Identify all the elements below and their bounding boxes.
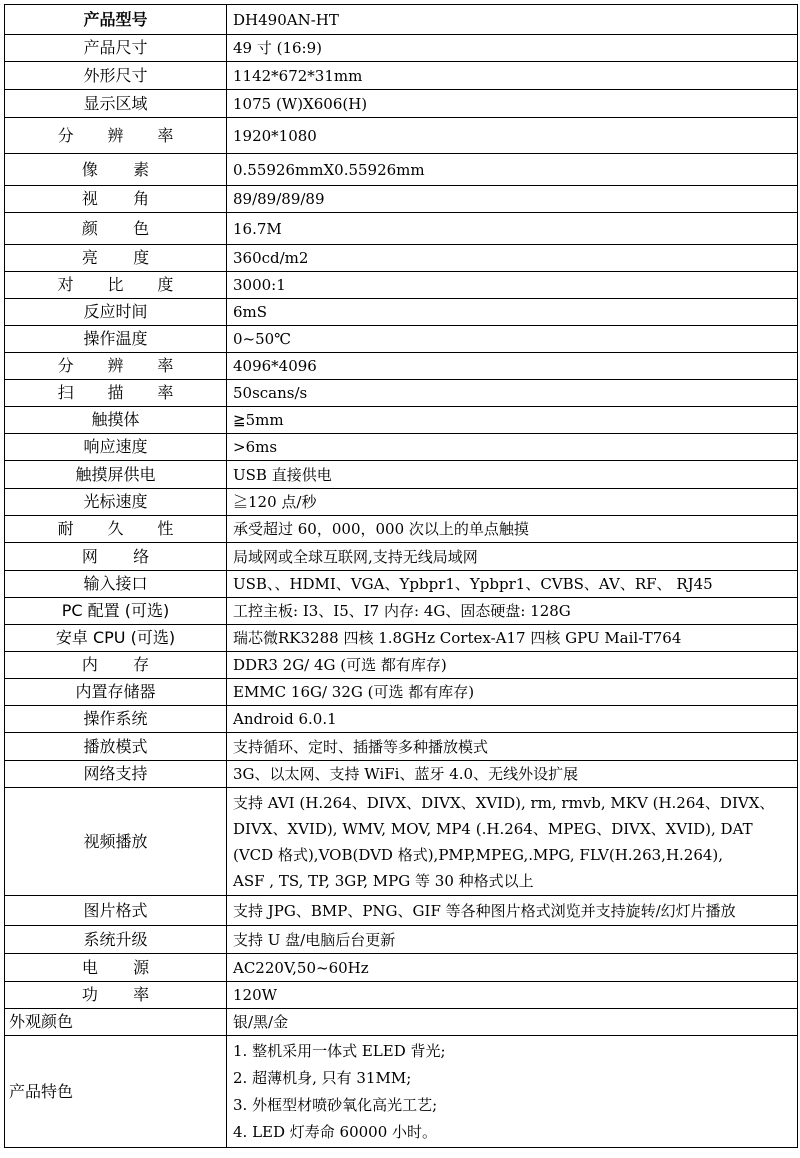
spec-value: 1920*1080 [227,118,798,154]
spec-value: ≧120 点/秒 [227,489,798,516]
spec-value: 瑞芯微RK3288 四核 1.8GHz Cortex-A17 四核 GPU Mail-T764 [227,625,798,652]
spec-row [5,5,798,35]
spec-row [5,543,798,571]
spec-label: 功率 [5,982,227,1009]
spec-label: 分 辨 率 [5,118,227,154]
spec-value: DH490AN-HT [227,5,798,35]
spec-value: ≧5mm [227,407,798,434]
spec-value: 0.55926mmX0.55926mm [227,154,798,186]
spec-label: 扫 描 率 [5,380,227,407]
spec-label: 视频播放 [5,788,227,896]
spec-row [5,679,798,706]
spec-value: 支持 JPG、BMP、PNG、GIF 等各种图片格式浏览并支持旋转/幻灯片播放 [227,896,798,926]
spec-label: 触摸屏供电 [5,461,227,489]
spec-row [5,407,798,434]
spec-value: 4096*4096 [227,353,798,380]
spec-label: 外观颜色 [5,1009,227,1036]
spec-value: 120W [227,982,798,1009]
spec-label: 分 辨 率 [5,353,227,380]
spec-value: 1142*672*31mm [227,62,798,90]
spec-row [5,118,798,154]
value-line: 支持 AVI (H.264、DIVX、DIVX、XVID), rm, rmvb, MKV (H.264、DIVX、 [233,793,775,812]
value-line: (VCD 格式),VOB(DVD 格式),PMP,MPEG,.MPG, FLV(H.263,H.264), [233,845,724,864]
spec-label: 耐 久 性 [5,516,227,543]
spec-value: 360cd/m2 [227,245,798,272]
spec-value: USB 直接供电 [227,461,798,489]
spec-row [5,982,798,1009]
spec-row [5,272,798,299]
spec-row-multiline [5,1036,798,1148]
spec-value: 6mS [227,299,798,326]
spec-label: 对 比 度 [5,272,227,299]
spec-label: 播放模式 [5,733,227,761]
spec-value: 工控主板: I3、I5、I7 内存: 4G、固态硬盘: 128G [227,598,798,625]
value-line: 3. 外框型材喷砂氧化高光工艺; [233,1095,438,1114]
spec-label: 内置存储器 [5,679,227,706]
spec-row [5,90,798,118]
spec-value: 49 寸 (16:9) [227,35,798,62]
spec-value: 支持循环、定时、插播等多种播放模式 [227,733,798,761]
spec-value: DDR3 2G/ 4G (可选 都有库存) [227,652,798,679]
spec-label: 网络支持 [5,761,227,788]
spec-row [5,706,798,733]
spec-label: 产品型号 [5,5,227,35]
spec-value: 50scans/s [227,380,798,407]
spec-row [5,186,798,213]
spec-label: 像素 [5,154,227,186]
spec-row [5,154,798,186]
spec-label: 图片格式 [5,896,227,926]
spec-label: 视角 [5,186,227,213]
spec-value: 1075 (W)X606(H) [227,90,798,118]
spec-value: 16.7M [227,213,798,245]
spec-label: 反应时间 [5,299,227,326]
spec-value: 承受超过 60，000，000 次以上的单点触摸 [227,516,798,543]
spec-value: USB、、HDMI、VGA、Ypbpr1、Ypbpr1、CVBS、AV、RF、 RJ45 [227,571,798,598]
spec-label: 外形尺寸 [5,62,227,90]
spec-value: 0~50℃ [227,326,798,353]
spec-value-multiline [227,788,798,896]
value-line: DIVX、XVID), WMV, MOV, MP4 (.H.264、MPEG、DIVX、XVID), DAT [233,819,753,838]
spec-label: 安卓 CPU (可选) [5,625,227,652]
spec-row [5,245,798,272]
spec-row [5,299,798,326]
spec-row [5,761,798,788]
spec-label: 触摸体 [5,407,227,434]
spec-label: 响应速度 [5,434,227,461]
spec-value: 89/89/89/89 [227,186,798,213]
spec-label: 操作温度 [5,326,227,353]
spec-row [5,489,798,516]
spec-value: 银/黑/金 [227,1009,798,1036]
spec-row [5,380,798,407]
spec-row [5,598,798,625]
spec-value: 3G、以太网、支持 WiFi、蓝牙 4.0、无线外设扩展 [227,761,798,788]
value-line: ASF , TS, TP, 3GP, MPG 等 30 种格式以上 [233,871,534,890]
spec-row [5,652,798,679]
spec-table-body [5,5,798,1148]
spec-value: >6ms [227,434,798,461]
spec-row [5,733,798,761]
spec-row [5,954,798,982]
spec-row [5,62,798,90]
spec-label: 显示区域 [5,90,227,118]
spec-label: 系统升级 [5,926,227,954]
spec-row-multiline [5,788,798,896]
spec-row [5,625,798,652]
value-line: 1. 整机采用一体式 ELED 背光; [233,1041,446,1060]
spec-label: 电源 [5,954,227,982]
spec-label: 颜色 [5,213,227,245]
spec-row [5,896,798,926]
spec-value-multiline [227,1036,798,1148]
value-line: 4. LED 灯寿命 60000 小时。 [233,1122,438,1141]
spec-label: PC 配置 (可选) [5,598,227,625]
spec-label: 操作系统 [5,706,227,733]
spec-value: 3000:1 [227,272,798,299]
spec-row [5,213,798,245]
spec-value: 支持 U 盘/电脑后台更新 [227,926,798,954]
spec-label: 内存 [5,652,227,679]
spec-row [5,516,798,543]
spec-row [5,926,798,954]
spec-row [5,35,798,62]
spec-row [5,326,798,353]
spec-label: 光标速度 [5,489,227,516]
spec-value: Android 6.0.1 [227,706,798,733]
spec-value: 局域网或全球互联网,支持无线局域网 [227,543,798,571]
spec-label: 产品特色 [5,1036,227,1148]
value-line: 2. 超薄机身, 只有 31MM; [233,1068,412,1087]
spec-row [5,571,798,598]
spec-row [5,434,798,461]
spec-row [5,1009,798,1036]
spec-label: 网络 [5,543,227,571]
spec-table [4,4,798,1148]
spec-label: 亮度 [5,245,227,272]
spec-row [5,461,798,489]
spec-value: AC220V,50~60Hz [227,954,798,982]
spec-label: 输入接口 [5,571,227,598]
spec-value: EMMC 16G/ 32G (可选 都有库存) [227,679,798,706]
spec-row [5,353,798,380]
spec-label: 产品尺寸 [5,35,227,62]
